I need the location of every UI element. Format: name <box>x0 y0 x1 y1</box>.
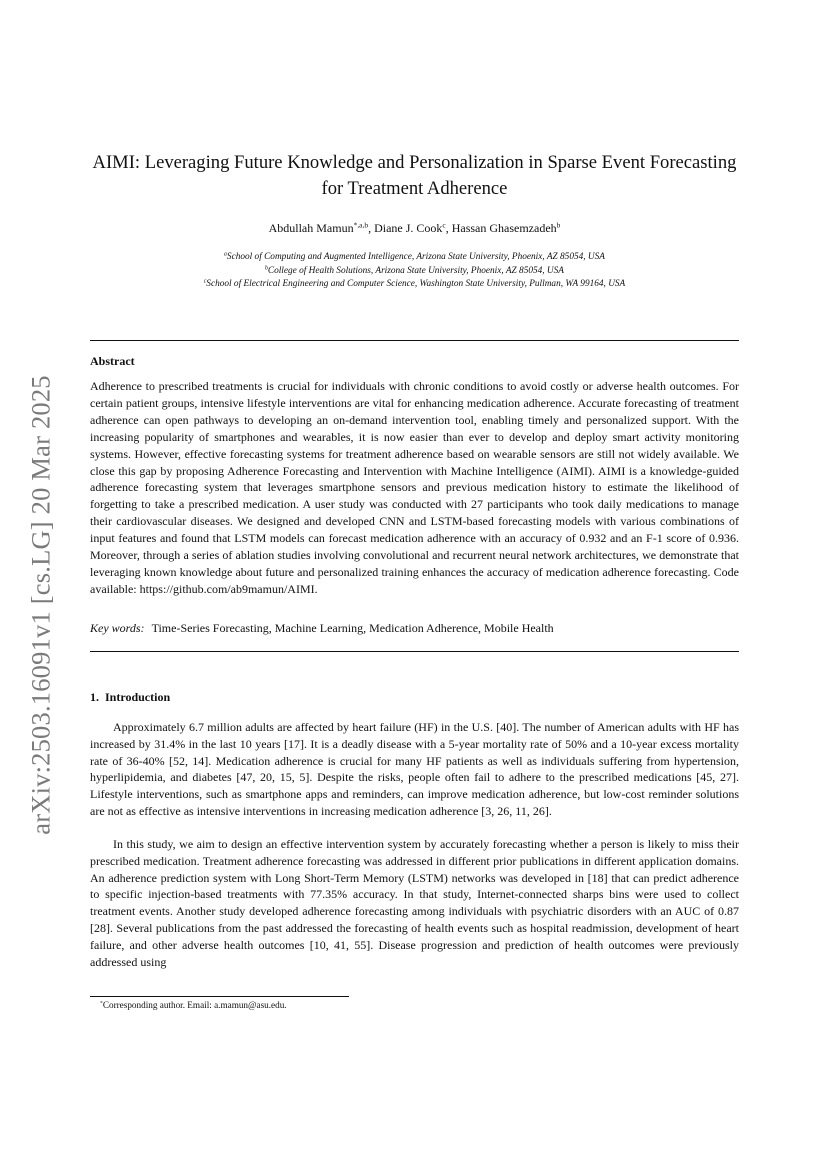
paper-title: AIMI: Leveraging Future Knowledge and Personalization in Sparse Event Forecasting for Treatment Adherence <box>92 152 737 199</box>
abstract-heading: Abstract <box>90 354 135 368</box>
author-marks: c <box>442 220 446 230</box>
author-name: Abdullah Mamun <box>268 221 354 235</box>
section-number: 1. <box>90 690 99 704</box>
affiliation-list <box>90 251 739 292</box>
abstract-text: Adherence to prescribed treatments is crucial for individuals with chronic conditions to avoid costly or adverse health outcomes. For certain patient groups, intensive lifestyle interventions are vital for enhancing medication adherence. Accurate forecasting of treatment adherence can open pathways to developing an on-demand intervention tool, enabling timely and personalized support. With the increasing popularity of smartphones and wearables, it is now easier than ever to develop and deploy smart activity monitoring systems. However, effective forecasting systems for treatment adherence based on wearable sensors are still not widely available. We close this gap by proposing Adherence Forecasting and Intervention with Machine Intelligence (AIMI). AIMI is a knowledge-guided adherence forecasting system that leverages smartphone sensors and previous medication history to estimate the likelihood of forgetting to take a prescribed medication. A user study was conducted with 27 participants who took daily medications to manage their cardiovascular diseases. We designed and developed CNN and LSTM-based forecasting models with various combinations of input features and found that LSTM models can forecast medication adherence with an accuracy of 0.932 and an F-1 score of 0.936. Moreover, through a series of ablation studies involving convolutional and recurrent neural network architectures, we demonstrate that leveraging known knowledge about future and personalized training enhances the accuracy of medication adherence forecasting. Code available: https://github.com/ab9mamun/AIMI. <box>90 379 739 596</box>
author-name: Hassan Ghasemzadeh <box>451 221 557 235</box>
section-title: Introduction <box>105 690 171 704</box>
affiliation-text: School of Computing and Augmented Intelligence, Arizona State University, Phoenix, AZ 85054, USA <box>226 252 605 262</box>
affiliation-mark: c <box>203 278 207 285</box>
author-list: Abdullah Mamun$^{*,a,b}$, Diane J. Cook$^c$, Hassan Ghasemzadeh$^b$ <box>268 220 561 235</box>
author-marks: *,a,b <box>353 220 369 230</box>
abstract-top-rule <box>90 340 739 341</box>
footnote-mark: * <box>100 1000 103 1007</box>
keywords-text: Time-Series Forecasting, Machine Learning, Medication Adherence, Mobile Health <box>151 621 554 635</box>
affiliation-text: College of Health Solutions, Arizona State University, Phoenix, AZ 85054, USA <box>267 265 564 276</box>
intro-paragraph: Approximately 6.7 million adults are affected by heart failure (HF) in the U.S. [40]. The number of American adults with HF has increased by 31.4% in the last 10 years [17]. It is a deadly disease with a 5-year mortality rate of 50% and a 10-year excess mortality rate of 36-40% [52, 14]. Medication adherence is crucial for many HF patients as well as individuals suffering from hypertension, hyperlipidemia, and diabetes [47, 20, 15, 5]. Despite the risks, people often fail to adhere to the prescribed medications [45, 27]. Lifestyle interventions, such as smartphone apps and reminders, can improve medication adherence, but low-cost reminder solutions are not as effective as intensive interventions in increasing medication adherence [3, 26, 11, 26]. <box>90 720 739 818</box>
keywords-label: Key words: <box>90 621 145 635</box>
affiliation-mark: b <box>265 265 268 272</box>
affiliation-mark: a <box>224 251 227 258</box>
keywords <box>90 621 739 636</box>
author-name: Diane J. Cook <box>374 221 443 235</box>
affiliation-text: School of Electrical Engineering and Computer Science, Washington State University, Pullman, WA 99164, USA <box>206 279 626 290</box>
intro-paragraph: In this study, we aim to design an effective intervention system by accurately forecasting whether a person is likely to miss their prescribed medication. Treatment adherence forecasting was addressed in different prior publications in different application domains. An adherence prediction system with Long Short-Term Memory (LSTM) networks was developed in [18] that can predict adherence to specific injection-based treatments with 77.35% accuracy. In that study, Internet-connected sharps bins were used to collect treatment events. Another study developed adherence forecasting among individuals with psychiatric disorders with an AUC of 0.87 [28]. Several publications from the past addressed the forecasting of health events such as hospital readmission, development of heart failure, and other adverse health outcomes [10, 41, 55]. Disease progression and prediction of health outcomes were previously addressed using <box>90 837 739 969</box>
section-heading <box>90 690 170 705</box>
footnote <box>100 1000 287 1010</box>
arxiv-identifier: arXiv:2503.16091v1 [cs.LG] 20 Mar 2025 <box>25 375 56 835</box>
affiliation <box>90 251 739 265</box>
affiliation <box>90 278 739 292</box>
abstract-bottom-rule <box>90 651 739 652</box>
footnote-text: Corresponding author. Email: a.mamun@asu.edu. <box>102 1000 287 1010</box>
affiliation <box>90 265 739 279</box>
author-marks: b <box>556 220 561 230</box>
footnote-rule <box>90 996 349 997</box>
